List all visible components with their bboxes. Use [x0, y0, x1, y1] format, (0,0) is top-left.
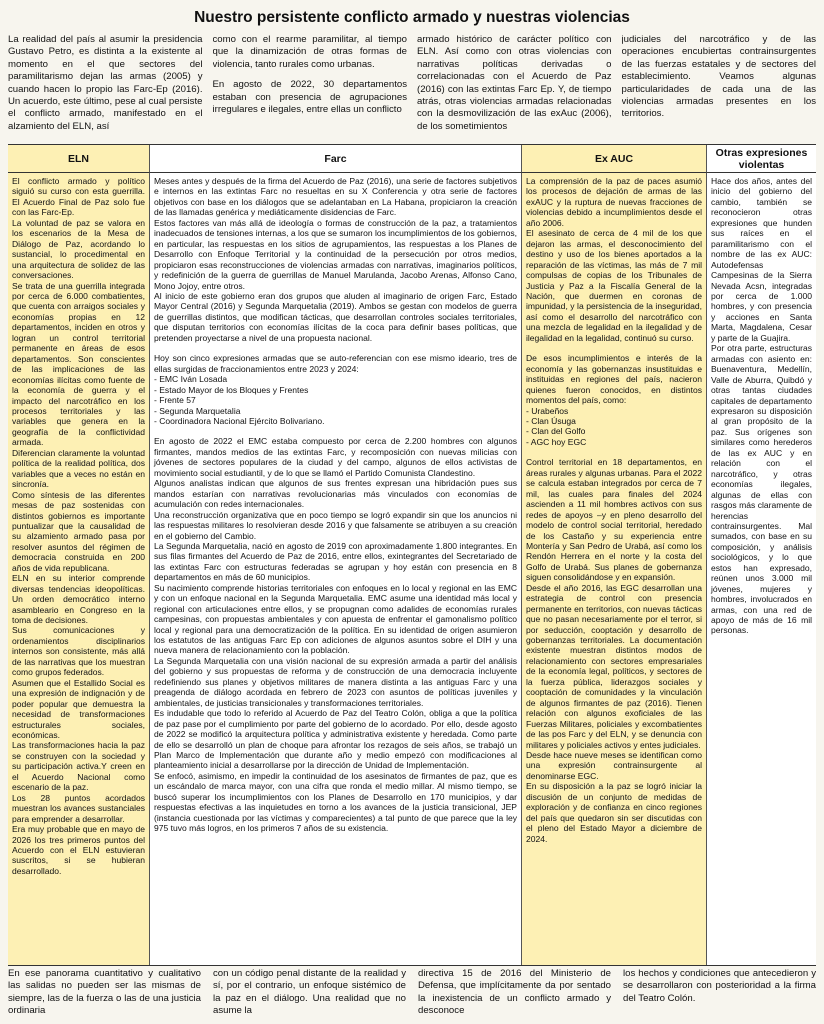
- eln-paragraph: La voluntad de paz se valora en los escenarios de la Mesa de Diálogo de Paz, acordando lo sustancial, lo procedimental en una arquitectura de solidez de las conversaciones.: [12, 217, 145, 281]
- auc-paragraph: - Clan Úsuga: [526, 415, 576, 426]
- eln-paragraph: Los 28 puntos acordados muestran los avances sustanciales para emprender a desarrollar.: [12, 792, 145, 824]
- closing-column-2: con un código penal distante de la realidad y sí, por el contrario, un enfoque sistémico de la paz en el diálogo. Una realidad que no asume la: [213, 968, 406, 1017]
- auc-paragraph: La comprensión de la paz de paces asumió los procesos de dejación de armas de las exAUC y la ruptura de nuevas fracciones de violencias debido a incumplimientos desde el año 2006.: [526, 176, 702, 228]
- auc-paragraph: Desde el año 2016, las EGC desarrollan una estrategia de control con presencia permanente en territorios, con nuevas tácticas que no pasan necesariamente por el terror, si por seducción, cooptación y desarrollo de gobernanzas territoriales. La documentación existente muestran distintos modos de relacionamiento con sectores empresariales de la economía legal, políticos, y sectores de la fuerza pública, liderazgos sociales y cooptación de comunidades y la vinculación de algunos firmantes de paz (2016). Tienen relación con algunos exoficiales de las Fuerzas Militares, policiales y excombatientes de las pos Farc y del ELN, y se denuncia con militares y policiales activos y entes judiciales.: [526, 582, 702, 750]
- column-otras-expresiones: [706, 173, 816, 965]
- intro-paragraph: como con el rearme paramilitar, al tiempo que la dinamización de otras formas de violencia, tanto rurales como urbanas.: [212, 34, 407, 70]
- farc-paragraph: Al inicio de este gobierno eran dos grupos que aluden al imaginario de origen Farc, Estado Mayor Central (2016) y Segunda Marquetalia (2019). Ambos se gestan con modelos de guerra de guerrillas distintos, que modifican tácticas, que desarrollan controles sociales territoriales, que disputan territorios con economías ilícitas de la coca para definir bases políticas, que pretenden proyectarse a nivel de una propuesta nacional.: [154, 290, 517, 343]
- intro-column-2: [213, 34, 408, 144]
- intro-paragraph: armado histórico de carácter político con ELN. Así como con otras violencias con narrativas políticas derivadas o correlacionadas con el Acuerdo de Paz (2016) con las extintas Farc Ep. Y, de tiempo atrás, otras violencias armadas relacionadas con la desmovilización de las exAuc (2006), de los sometimientos: [417, 34, 612, 132]
- intro-paragraph: La realidad del país al asumir la presidencia Gustavo Petro, es distinta a la existente al momento en el que sectores del paramilitarismo dejan las armas (2005) y cuando hacen lo propio las Farc-Ep (2016). Un acuerdo, este último, pese al cual persiste el conflicto armado, manifestado en el alzamiento del ELN, así: [8, 34, 203, 132]
- farc-paragraph: Hoy son cinco expresiones armadas que se auto-referencian con ese mismo ideario, tres de ellas surgidas de fraccionamientos entre 2023 y 2024:: [154, 353, 517, 374]
- eln-paragraph: Como síntesis de las diferentes mesas de paz sostenidas con distintos gobiernos es importante puntualizar que la causalidad de su alzamiento armado pasa por resolver asuntos del régimen de democracia construida en 200 años de vida republicana.: [12, 489, 145, 573]
- auc-paragraph: - AGC hoy EGC: [526, 436, 587, 447]
- farc-paragraph: Una reconstrucción organizativa que en poco tiempo se logró expandir sin que los anuncios ni las respuestas militares lo resolvieran desde 2016 y que falsamente se atribuyen a su creación en el gobierno del Cambio.: [154, 509, 517, 541]
- farc-paragraph: La Segunda Marquetalia, nació en agosto de 2019 con aproximadamente 1.800 integrantes. En sus filas firmantes del Acuerdo de Paz de 2016, entre ellos, exintegrantes del Secretariado de las extintas Farc con estructuras federadas se agrupan y hoy están con presencia en 8 departamentos en más de 60 municipios.: [154, 540, 517, 583]
- eln-paragraph: Se trata de una guerrilla integrada por cerca de 6.000 combatientes, que cuenta con arraigos sociales y economías propias en 12 departamentos, inciden en otros y logran un control territorial permanente en áreas de esos departamentos. Son conscientes de las implicaciones de las economías ilícitas como fuente de la economía de guerra y el impacto del narcotráfico en los procesos territoriales y las variables que genera en la geografía de la conflictividad armada.: [12, 280, 145, 448]
- eln-paragraph: Sus comunicaciones y ordenamientos disciplinarios internos son consistente, más allá de las narrativas que los muestran como grupos federados.: [12, 625, 145, 678]
- intro-column-4: [622, 34, 817, 144]
- article-title: Nuestro persistente conflicto armado y nuestras violencias: [194, 9, 630, 26]
- farc-paragraph: Su nacimiento comprende historias territoriales con enfoques en lo local y regional en las EMC y con un enfoque nacional en la Segunda Marquetalia. EMC asume una identidad más local y regional con articulaciones entre ellos, y se propugnan como adalides de economías rurales campesinas, con propuestas ambientales y con apuesta de enfrentar el gamonalismo político local y regional para una democratización de la política. En su identidad de origen asumieron los estatutos de las antiguas Farc Ep con adiciones de algunos asuntos sobre el DIH y una nueva manera de relacionamiento con la población.: [154, 582, 517, 656]
- column-eln: [8, 173, 149, 965]
- intro-column-3: [417, 34, 612, 144]
- header-eln: ELN: [8, 145, 149, 173]
- header-ex-auc: Ex AUC: [521, 145, 706, 173]
- farc-paragraph: Meses antes y después de la firma del Acuerdo de Paz (2016), una serie de factores subjetivos e internos en las extintas Farc no resueltas en su X Conferencia y otra serie de factores objetivos con base en los diálogos que se adelantaban en La Habana, propiciaron la creación de las llamadas genérica y mediáticamente disidencias de Farc.: [154, 176, 517, 218]
- auc-paragraph: El asesinato de cerca de 4 mil de los que dejaron las armas, el desconocimiento del destino y uso de los bienes aportados a la reparación de las víctimas, las más de 7 mil compulsas de copias de los Tribunales de Justicia y Paz a la Fiscalía General de la Nación, que duermen en coronas de impunidad, y la persistencia de la inseguridad, así como el desarrollo del narcotráfico con una mezcla de legalidad en la ilegalidad y de ilegalidad en la legalidad, continuó su curso.: [526, 228, 702, 343]
- closing-column-4: los hechos y condiciones que antecedieron y se desarrollaron con posterioridad a la firma del Teatro Colón.: [623, 968, 816, 1004]
- auc-paragraph: - Urabeños: [526, 405, 569, 416]
- auc-paragraph: Control territorial en 18 departamentos, en áreas rurales y algunas urbanas. Para el 2022 se calcula estaban integrados por cerca de 7 mil, las cuales para finales del 2024 ascienden a 11 mil hombres activos con sus redes de apoyos –y en pleno desarrollo del modelo de control social territorial, heredado de los Castaño y su experiencia entre Montería y San Pedro de Urabá, así como los Rendón Herrera en el norte y la costa del Golfo de Urabá. Sus planes de gobernanza siguen consolidándose y en expansión.: [526, 457, 702, 583]
- auc-paragraph: En su disposición a la paz se logró iniciar la discusión de un conjunto de medidas de exploración y de confianza en cinco regiones del país que quedaron sin ser discutidas con el pleno del Estado Mayor a diciembre de 2024.: [526, 781, 702, 844]
- eln-paragraph: Era muy probable que en mayo de 2026 los tres primeros puntos del Acuerdo con el ELN estuvieran suscritos, si se hubieran desarrollado.: [12, 824, 145, 876]
- farc-paragraph: - Estado Mayor de los Bloques y Frentes: [154, 384, 309, 395]
- farc-paragraph: Estos factores van más allá de ideología o formas de construcción de la paz, a tratamientos inadecuados de tensiones internas, a los que se sumaron los incumplimientos de los gobiernos, en particular, las respuestas en los sitios de agrupamientos, las respuestas a los Planes de Desarrollo con Enfoque Territorial y la continuidad de la persecución por otros medios, propiciaron esas reconstrucciones de violencias armadas con narrativas, imaginarios políticos, y redefinición de la guerra de guerrillas de Manuel Marulanda, Jacobo Arenas, Alfonso Cano, Mono Jojoy, entre otros.: [154, 217, 517, 291]
- farc-paragraph: - Coordinadora Nacional Ejército Bolivariano.: [154, 415, 325, 426]
- header-farc: Farc: [149, 145, 521, 173]
- eln-paragraph: El conflicto armado y político siguió su curso con esta guerrilla. El Acuerdo Final de Paz solo fue con las Farc-Ep.: [12, 176, 145, 218]
- auc-paragraph: - Clan del Golfo: [526, 426, 586, 437]
- closing-column-3: directiva 15 de 2016 del Ministerio de Defensa, que implícitamente da por sentado la inexistencia de un conflicto armado y desconoce: [418, 968, 611, 1017]
- farc-paragraph: - EMC Iván Losada: [154, 374, 228, 385]
- violence-comparison-table: [8, 144, 816, 966]
- farc-paragraph: En agosto de 2022 el EMC estaba compuesto por cerca de 2.200 hombres con algunos firmantes, mandos medios de las extintas Farc, y recomposición con nuevas milicias con jóvenes de sectores populares de la ciudad y del campo, algunos de ellos activistas de movimiento social estudiantil, y de lo que se llamó el Partido Comunista Clandestino.: [154, 436, 517, 478]
- farc-paragraph: - Frente 57: [154, 395, 196, 406]
- eln-paragraph: Las transformaciones hacia la paz se construyen con la sociedad y su participación activa.Y creen en el Acuerdo Nacional como escenario de la paz.: [12, 740, 145, 793]
- auc-paragraph: Desde hace nueve meses se identifican como una expresión contrainsurgente al denominarse EGC.: [526, 750, 702, 781]
- intro-paragraph: judiciales del narcotráfico y de las operaciones encubiertas contrainsurgentes de las fuerzas estatales y de sectores del establecimiento. Veamos algunas particularidades de cada una de las violencias armadas presentes en los territorios.: [621, 34, 816, 120]
- eln-paragraph: ELN en su interior comprende diversas tendencias ideopolíticas. Un orden democrático interno asambleario en Congreso en la toma de decisiones.: [12, 573, 145, 626]
- auc-paragraph: De esos incumplimientos e interés de la economía y las gobernanzas insustituidas e instituidas en regiones del país, nacieron quienes fueron conocidos, en distintos momentos del país, como:: [526, 353, 702, 406]
- header-otras-expresiones: Otras expresiones violentas: [706, 145, 816, 173]
- farc-paragraph: Algunos analistas indican que algunos de sus frentes expresan una hibridación pues sus mandos estarían con narrativas revolucionarias más vinculados con economías de acumulación con redes internacionales.: [154, 478, 517, 510]
- closing-column-1: En ese panorama cuantitativo y cualitativo las salidas no pueden ser las mismas de siempre, las de la fuerza o las de una justicia ordinaria: [8, 968, 201, 1017]
- closing-section: [8, 968, 816, 1022]
- farc-paragraph: Se enfocó, asimismo, en impedir la continuidad de los asesinatos de firmantes de paz, que es un escándalo de marca mayor, con una cifra que ronda el medio millar. Al mismo tiempo, se buscó superar los incumplimientos con los Planes de Desarrollo en 170 municipios, y dar respuestas efectivas a las inquietudes en torno a los avances de la justicia transicional, JEP (instancia cuestionada por las víctimas y comparecientes) a tal punto de que parece que la ley 975 tuvo más logros, en los primeros 7 años de su existencia.: [154, 770, 517, 834]
- column-farc: [149, 173, 521, 965]
- otras-paragraph: Por otra parte, estructuras armadas con asiento en: Buenaventura, Medellín, Valle de Aburra, Quibdó y otras tantas ciudades capitales de departamento expresaron su disposición al gran propósito de la paz. Sus orígenes son similares como herederos de las ex AUC y en relación con el narcotráfico, y otras economías ilegales, algunas de ellas con rasgos más claramente de herencias contrainsurgentes. Mal sumados, con base en su composición, y análisis sociológicos, y lo que estos han expresado, reúnen unos 3.000 mil jóvenes, mujeres y hombres, involucrados en armas, con una red de apoyo de más de 16 mil personas.: [711, 343, 812, 636]
- column-ex-auc: [521, 173, 706, 965]
- farc-paragraph: La Segunda Marquetalia con una visión nacional de su expresión armada a partir del análisis del gobierno y sus propuestas de reforma y de construcción de una democracia incluyente redefiniendo sus planes y objetivos militares de manera distinta a las antiguas Farc y una preagenda de diálogo acordada en febrero de 2023 con asuntos de políticas juveniles y ambientales, de justicias transicionales y transformaciones territoriales.: [154, 655, 517, 708]
- farc-paragraph: - Segunda Marquetalia: [154, 405, 241, 416]
- intro-section: [8, 34, 816, 144]
- eln-paragraph: Asumen que el Estallido Social es una expresión de indignación y de poder popular que demuestra la necesidad de transformaciones estructurales sociales, económicas.: [12, 677, 145, 741]
- eln-paragraph: Diferencian claramente la voluntad política de la realidad política, dos variables que a veces no están en sincronía.: [12, 447, 145, 490]
- otras-paragraph: Hace dos años, antes del inicio del gobierno del cambio, también se reconocieron otras expresiones que hunden sus raíces en el paramilitarismo con el nombre de las ex AUC: Autodefensas Campesinas de la Sierra Nevada Acsn, integradas por cerca de 1.000 hombres, y con presencia y acciones en Santa Marta, Magdalena, Cesar y parte de la Guajira.: [711, 176, 812, 343]
- intro-paragraph: En agosto de 2022, 30 departamentos estaban con presencia de agrupaciones irregulares e ilegales, entre ellas un conflicto: [212, 79, 407, 116]
- farc-paragraph: Es indudable que todo lo referido al Acuerdo de Paz del Teatro Colón, obliga a que la política de paz pase por el cumplimiento por parte del gobierno de lo acordado. Por ello, desde agosto de 2022 se modificó la arquitectura política y administrativa existente y heredada. Como parte de ello se desarrolló un plan de choque para afrontar los rezagos de seis años, se trabajó un Plan Marco de Implementación que durante año y medio empezó con modificaciones al planteamiento inicial a desarrollarse por la dirección de Unidad de Implementación.: [154, 708, 517, 771]
- intro-column-1: [8, 34, 203, 144]
